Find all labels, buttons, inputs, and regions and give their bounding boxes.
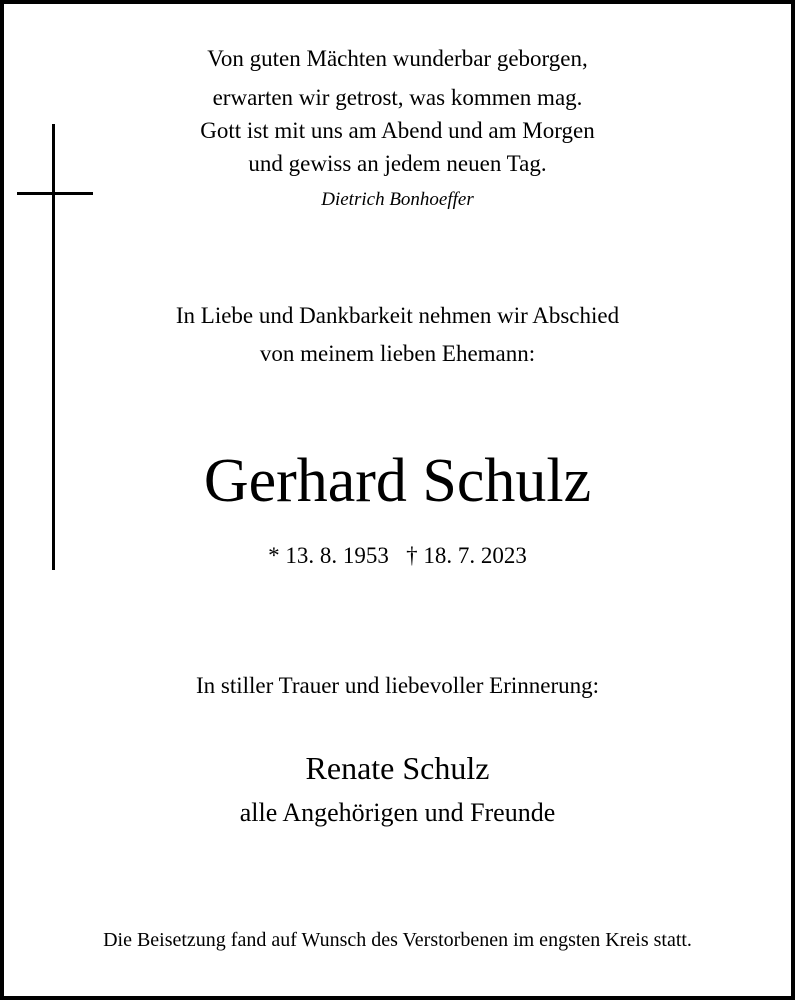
poem-line: Von guten Mächten wunderbar geborgen, <box>207 46 588 71</box>
poem-line: Gott ist mit uns am Abend und am Morgen <box>200 118 595 143</box>
mourner-name: Renate Schulz <box>305 750 490 786</box>
footer-note: Die Beisetzung fand auf Wunsch des Verstorbenen im engsten Kreis statt. <box>103 929 692 951</box>
poem-author: Dietrich Bonhoeffer <box>321 189 474 210</box>
poem-line: und gewiss an jedem neuen Tag. <box>248 151 547 176</box>
deceased-name: Gerhard Schulz <box>203 447 592 515</box>
poem-line: erwarten wir getrost, was kommen mag. <box>212 85 583 110</box>
life-dates: * 13. 8. 1953 † 18. 7. 2023 <box>268 543 527 568</box>
mourners-intro: In stiller Trauer und liebevoller Erinnerung: <box>195 673 600 698</box>
mourners-others: alle Angehörigen und Freunde <box>239 798 556 827</box>
intro-line: In Liebe und Dankbarkeit nehmen wir Abschied <box>175 303 620 328</box>
intro-line: von meinem lieben Ehemann: <box>259 341 536 366</box>
